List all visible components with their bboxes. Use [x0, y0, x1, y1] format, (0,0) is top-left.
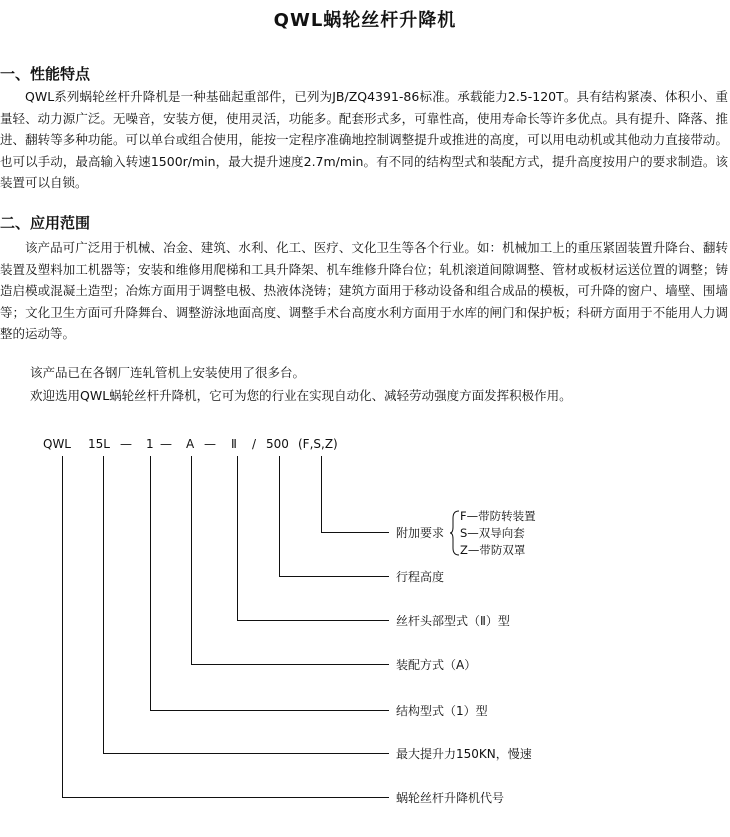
- leader-assembly-horizontal: [191, 664, 389, 665]
- code-assembly: A: [186, 437, 195, 451]
- code-options: (F,S,Z): [298, 437, 338, 451]
- section2-line1: 该产品已在各钢厂连轧管机上安装使用了很多台。: [30, 365, 306, 380]
- code-dash-1: —: [120, 437, 132, 451]
- option-s: S—双导向套: [460, 526, 525, 540]
- code-dash-3: —: [204, 437, 216, 451]
- code-load: 15L: [88, 437, 110, 451]
- section2-line2: 欢迎选用QWL蜗轮丝杆升降机，它可为您的行业在实现自动化、减轻劳动强度方面发挥积极作用。: [30, 388, 572, 403]
- section2-heading: 二、应用范围: [0, 214, 91, 232]
- code-struct: 1: [146, 437, 154, 451]
- leader-head-vertical: [237, 456, 238, 621]
- leader-struct-vertical: [150, 456, 151, 711]
- label-options: 附加要求: [396, 526, 445, 540]
- leader-options-vertical: [321, 456, 322, 533]
- page-title: QWL蜗轮丝杆升降机: [273, 10, 457, 31]
- leader-struct-horizontal: [150, 710, 389, 711]
- code-head: Ⅱ: [231, 437, 237, 451]
- code-slash: /: [252, 437, 257, 451]
- section1-paragraph: QWL系列蜗轮丝杆升降机是一种基础起重部件，已列为JB/ZQ4391-86标准。承载能力2.5-120T。具有结构紧凑、体积小、重量轻、动力源广泛。无噪音，安装方便，使用灵活，功能多。配套形式多，可靠性高，使用寿命长等许多优点。具有提升、降落、推进、翻转等多种功能。可以单台或组合使用，能按一定程序准确地控制调整提升或推进的高度，可以用电动机或其他动力直接带动。也可以手动，最高输入转速1500r/min，最大提升速度2.7m/min。有不同的结构型式和装配方式，提升高度按用户的要求制造。该装置可以自锁。: [0, 89, 728, 190]
- label-head: 丝杆头部型式（Ⅱ）型: [396, 614, 510, 628]
- option-f: F—带防转装置: [460, 509, 536, 523]
- leader-qwl-horizontal: [62, 797, 389, 798]
- leader-load-vertical: [103, 456, 104, 754]
- label-struct: 结构型式（1）型: [396, 704, 488, 718]
- leader-options-horizontal: [321, 532, 389, 533]
- section1-heading: 一、性能特点: [0, 65, 91, 83]
- label-stroke: 行程高度: [396, 570, 445, 584]
- leader-stroke-vertical: [279, 456, 280, 577]
- leader-head-horizontal: [237, 620, 389, 621]
- label-qwl: 蜗轮丝杆升降机代号: [396, 791, 505, 805]
- leader-stroke-horizontal: [279, 576, 389, 577]
- leader-load-horizontal: [103, 753, 389, 754]
- code-dash-2: —: [160, 437, 172, 451]
- section2-paragraph: 该产品可广泛用于机械、冶金、建筑、水利、化工、医疗、文化卫生等各个行业。如：机械加工上的重压紧固装置升降台、翻转装置及塑料加工机器等；安装和维修用爬梯和工具升降架、机车维修升降台位；轧机滚道间隙调整、管材或板材运送位置的调整；铸造启模或混凝土造型；冶炼方面用于调整电极、热液体浇铸；建筑方面用于移动设备和组合成品的模板，可升降的窗户、墙壁、围墙等；文化卫生方面可升降舞台、调整游泳地面高度、调整手术台高度水利方面用于水库的闸门和保护板；科研方面用于不能用人力调整的运动等。: [0, 240, 728, 341]
- code-stroke: 500: [266, 437, 289, 451]
- leader-qwl-vertical: [62, 456, 63, 798]
- leader-assembly-vertical: [191, 456, 192, 665]
- code-qwl: QWL: [43, 437, 71, 451]
- label-load: 最大提升力150KN，慢速: [396, 747, 532, 761]
- label-assembly: 装配方式（A）: [396, 658, 477, 672]
- option-z: Z—带防双罩: [460, 543, 526, 557]
